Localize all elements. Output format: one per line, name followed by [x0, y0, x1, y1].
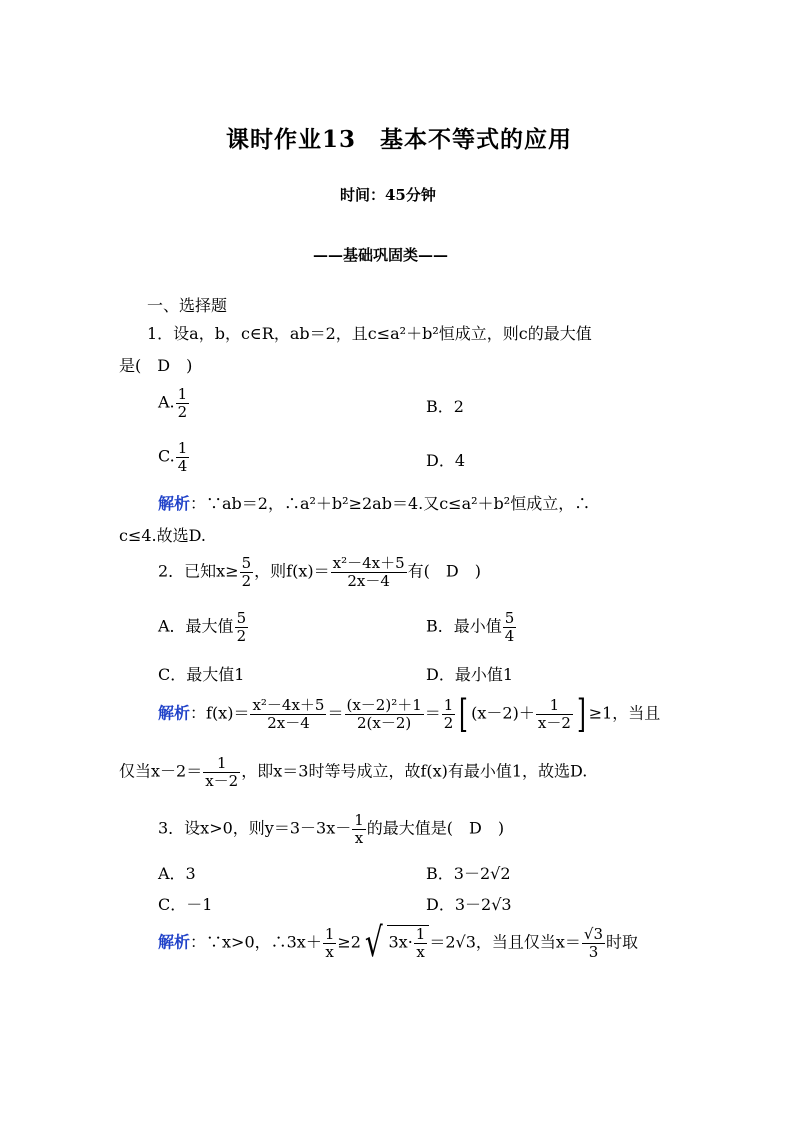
q1-option-a: [158, 386, 190, 420]
q3-option-d: D．3－2√3: [426, 895, 512, 914]
q3-sqrt-expression: 3x· $\frac{1}{x}$: [387, 925, 429, 960]
q2-explanation-line2: 仅当x－2＝ $\frac{1}{x-2}$ ，即x＝3时等号成立，故f(x)有最小值1，故选D.: [119, 754, 588, 790]
q1-option-c: [158, 440, 190, 474]
q3-explanation-label: 解析: [158, 932, 191, 952]
q1-option-c-fraction: $\frac{1}{4}$: [177, 439, 188, 475]
q1-option-a-fraction: $\frac{1}{2}$: [177, 385, 188, 421]
q2-option-c: C．最大值1: [158, 665, 245, 684]
q2-x-fraction: $\frac{5}{2}$: [241, 554, 252, 590]
q2-option-d: D．最小值1: [426, 665, 514, 684]
part-heading: 一、选择题: [147, 296, 228, 315]
q3-option-b: B．3－2√2: [426, 864, 511, 883]
q1-stem-line1: 1．设a，b，c∈R，ab＝2，且c≤a²＋b²恒成立，则c的最大值: [147, 324, 592, 343]
q2-option-b-fraction: $\frac{5}{4}$: [504, 609, 515, 645]
q1-stem-line2: 是( D ): [119, 356, 193, 375]
q2-stem: 2．已知x≥ $\frac{5}{2}$ ，则f(x)＝ $\frac{\text{x²－4x＋5}}{2x-4}$ 有( D ): [158, 554, 481, 590]
q3-stem: 3．设x>0，则y＝3－3x－ $\frac{1}{x}$ 的最大值是( D ): [158, 811, 505, 847]
q1-explanation-line1: 解析：∵ab＝2，∴a²＋b²≥2ab＝4.又c≤a²＋b²恒成立，∴: [158, 494, 591, 513]
q2-f-fraction: $\frac{\text{x²－4x＋5}}{2x-4}$: [332, 554, 405, 590]
q1-option-b: B．2: [426, 397, 464, 416]
q2-explanation-label: 解析: [158, 703, 191, 723]
time-limit: 时间：45分钟: [340, 186, 436, 204]
q3-explanation-line1: 解析：∵x>0，∴3x＋ $\frac{1}{x}$ ≥2√ 3x· $\frac{1}{x}$ ＝2√3，当且仅当x＝ $\frac{√3}{3}$ 时取: [158, 920, 639, 966]
section-heading: ——基础巩固类——: [313, 246, 449, 264]
page-title: 课时作业13 基本不等式的应用: [226, 126, 573, 153]
q1-option-d: D．4: [426, 451, 466, 470]
q1-explanation-line2: c≤4.故选D.: [119, 526, 206, 545]
q2-option-a: A．最大值 $\frac{5}{2}$: [158, 609, 247, 645]
q1-explanation-label: 解析: [158, 494, 191, 513]
q2-explanation-line1: 解析：f(x)＝ $\frac{\text{x²－4x＋5}}{2x-4}$ ＝ $\frac{\text{(x－2)²＋1}}{2(x-2)}$ ＝ $\frac{1}{2}$ [ (x－2)＋ $\frac{1}{x-2}$ ] ≥1，当且: [158, 691, 661, 736]
q1-option-a-label: A.: [158, 392, 175, 412]
q2-option-b: B．最小值 $\frac{5}{4}$: [426, 609, 515, 645]
q2-option-a-fraction: $\frac{5}{2}$: [236, 609, 247, 645]
q3-option-c: C．－1: [158, 895, 213, 914]
q1-option-c-label: C.: [158, 446, 175, 466]
q3-option-a: A．3: [158, 864, 196, 883]
